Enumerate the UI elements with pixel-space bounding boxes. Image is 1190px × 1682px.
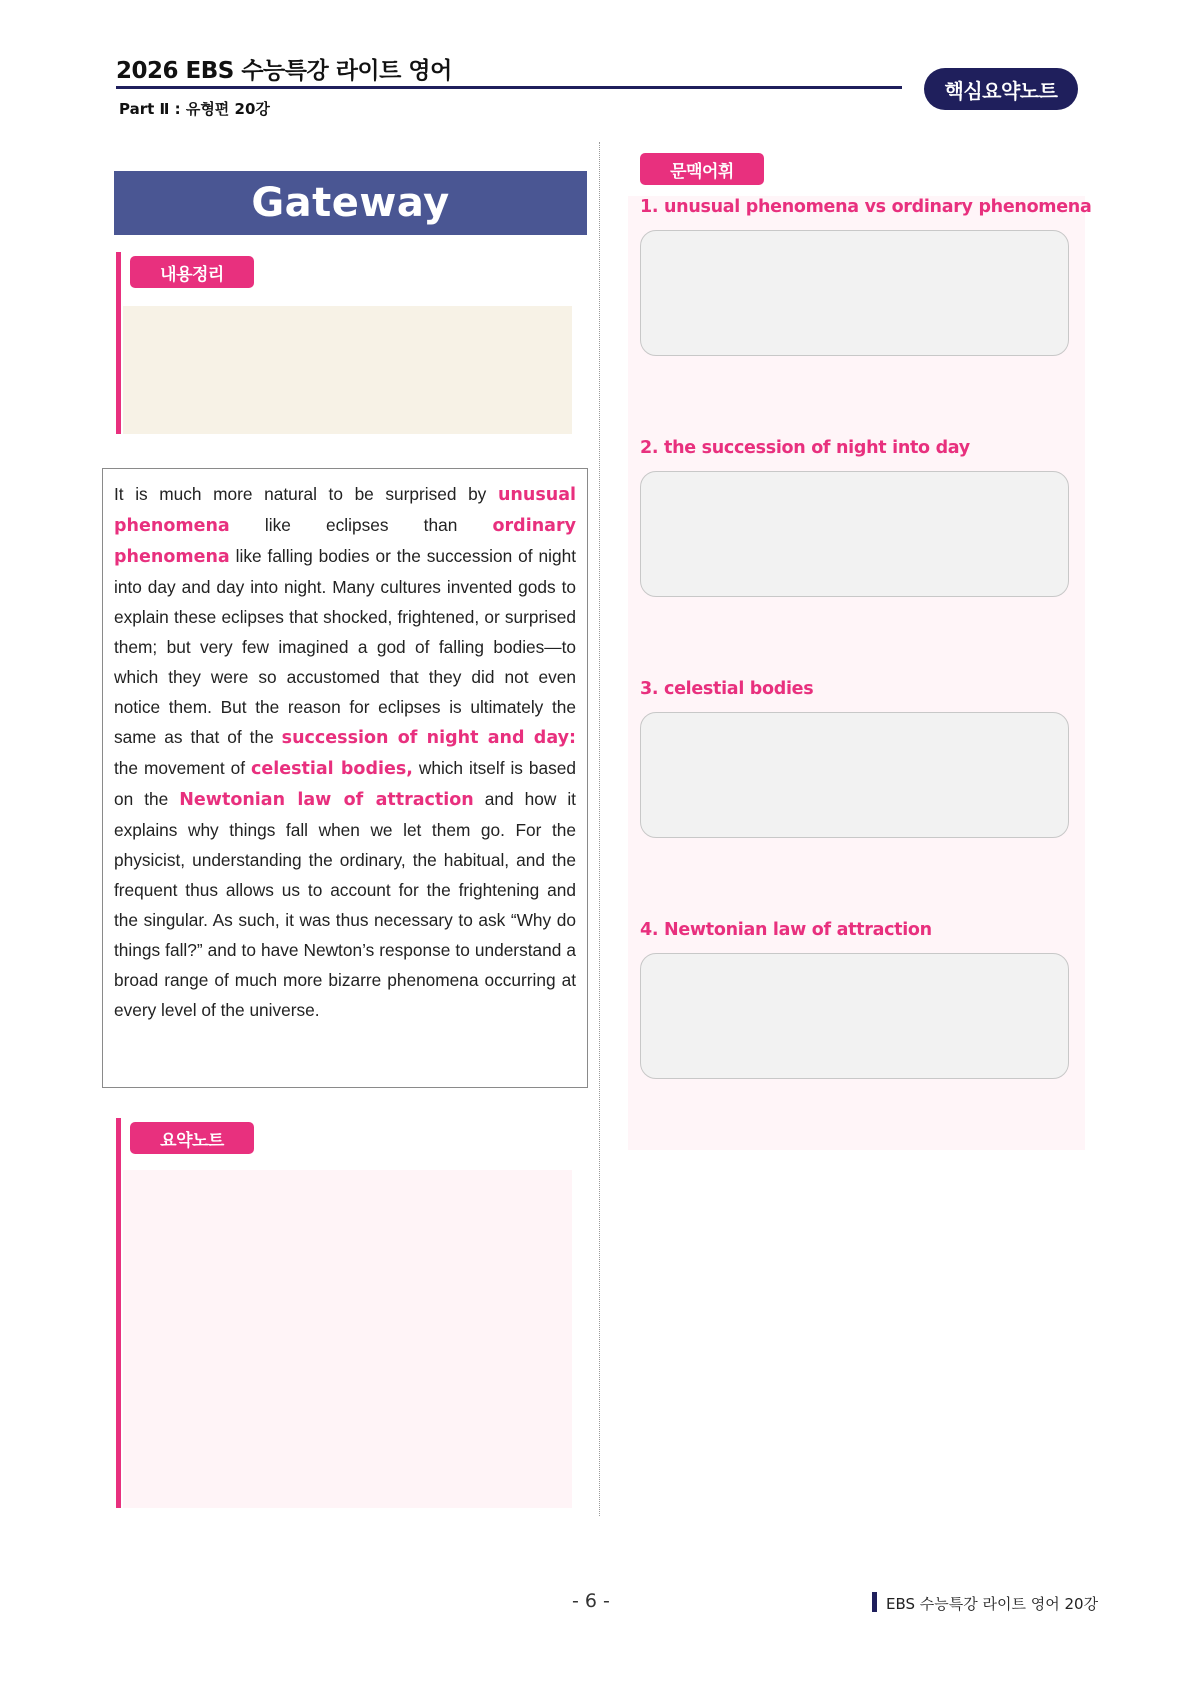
passage-text (114, 479, 576, 1025)
passage-segment: It is much more natural to be surprised by (114, 484, 498, 504)
vocab-item-2-label: 2. the succession of night into day (640, 438, 970, 458)
header-badge: 핵심요약노트 (924, 68, 1078, 110)
header-rule (116, 86, 902, 89)
vocab-item-1-answer-box[interactable] (640, 230, 1069, 356)
vocab-item-4-answer-box[interactable] (640, 953, 1069, 1079)
vocab-item-3-answer-box[interactable] (640, 712, 1069, 838)
vocab-item-3-label: 3. celestial bodies (640, 679, 814, 699)
vocab-item-1-label: 1. unusual phenomena vs ordinary phenomena (640, 197, 1092, 217)
summary-section-tag: 내용정리 (130, 256, 254, 288)
passage-segment: which itself is based on the (114, 758, 576, 809)
vocab-item-2-answer-box[interactable] (640, 471, 1069, 597)
gateway-banner: Gateway (114, 171, 587, 235)
footer-bar (872, 1592, 877, 1612)
summary-section-bar (116, 252, 121, 434)
passage-segment: like eclipses than (229, 515, 493, 535)
page-number: - 6 - (572, 1590, 610, 1612)
highlighted-term: celestial bodies, (250, 759, 413, 779)
column-divider (599, 142, 600, 1516)
highlighted-term: unusual phenomena (114, 485, 576, 536)
document-subtitle: Part Ⅱ : 유형편 20강 (119, 100, 270, 118)
vocab-item-4-label: 4. Newtonian law of attraction (640, 920, 932, 940)
summary-answer-box[interactable] (123, 306, 572, 434)
passage-segment: and how it explains why things fall when we let them go. For the physicist, understanding the ordinary, the habitual, and the frequent thus allows us to account for the frightening and the singular. As such, it was thus necessary to ask “Why do things fall?” and to have Newton’s response to understand a broad range of much more bizarre phenomena occurring at every level of the universe. (114, 789, 576, 1020)
note-section-bar (116, 1118, 121, 1508)
document-title: 2026 EBS 수능특강 라이트 영어 (116, 58, 452, 84)
note-answer-box[interactable] (123, 1170, 572, 1508)
note-section-tag: 요약노트 (130, 1122, 254, 1154)
reading-passage (102, 468, 588, 1088)
passage-segment: the movement of (114, 758, 251, 778)
footer-label: EBS 수능특강 라이트 영어 20강 (886, 1595, 1099, 1613)
passage-segment: like falling bodies or the succession of night into day and day into night. Many cultures invented gods to explain these eclipses that shocked, frightened, or surprised them; but very few imagined a god of falling bodies—to which they were so accustomed that they did not even notice them. But the reason for eclipses is ultimately the same as that of the (114, 546, 576, 747)
highlighted-term: succession of night and day: (281, 728, 576, 748)
highlighted-term: Newtonian law of attraction (179, 790, 474, 810)
highlighted-term: ordinary phenomena (114, 516, 576, 567)
vocab-section-tag: 문맥어휘 (640, 153, 764, 185)
